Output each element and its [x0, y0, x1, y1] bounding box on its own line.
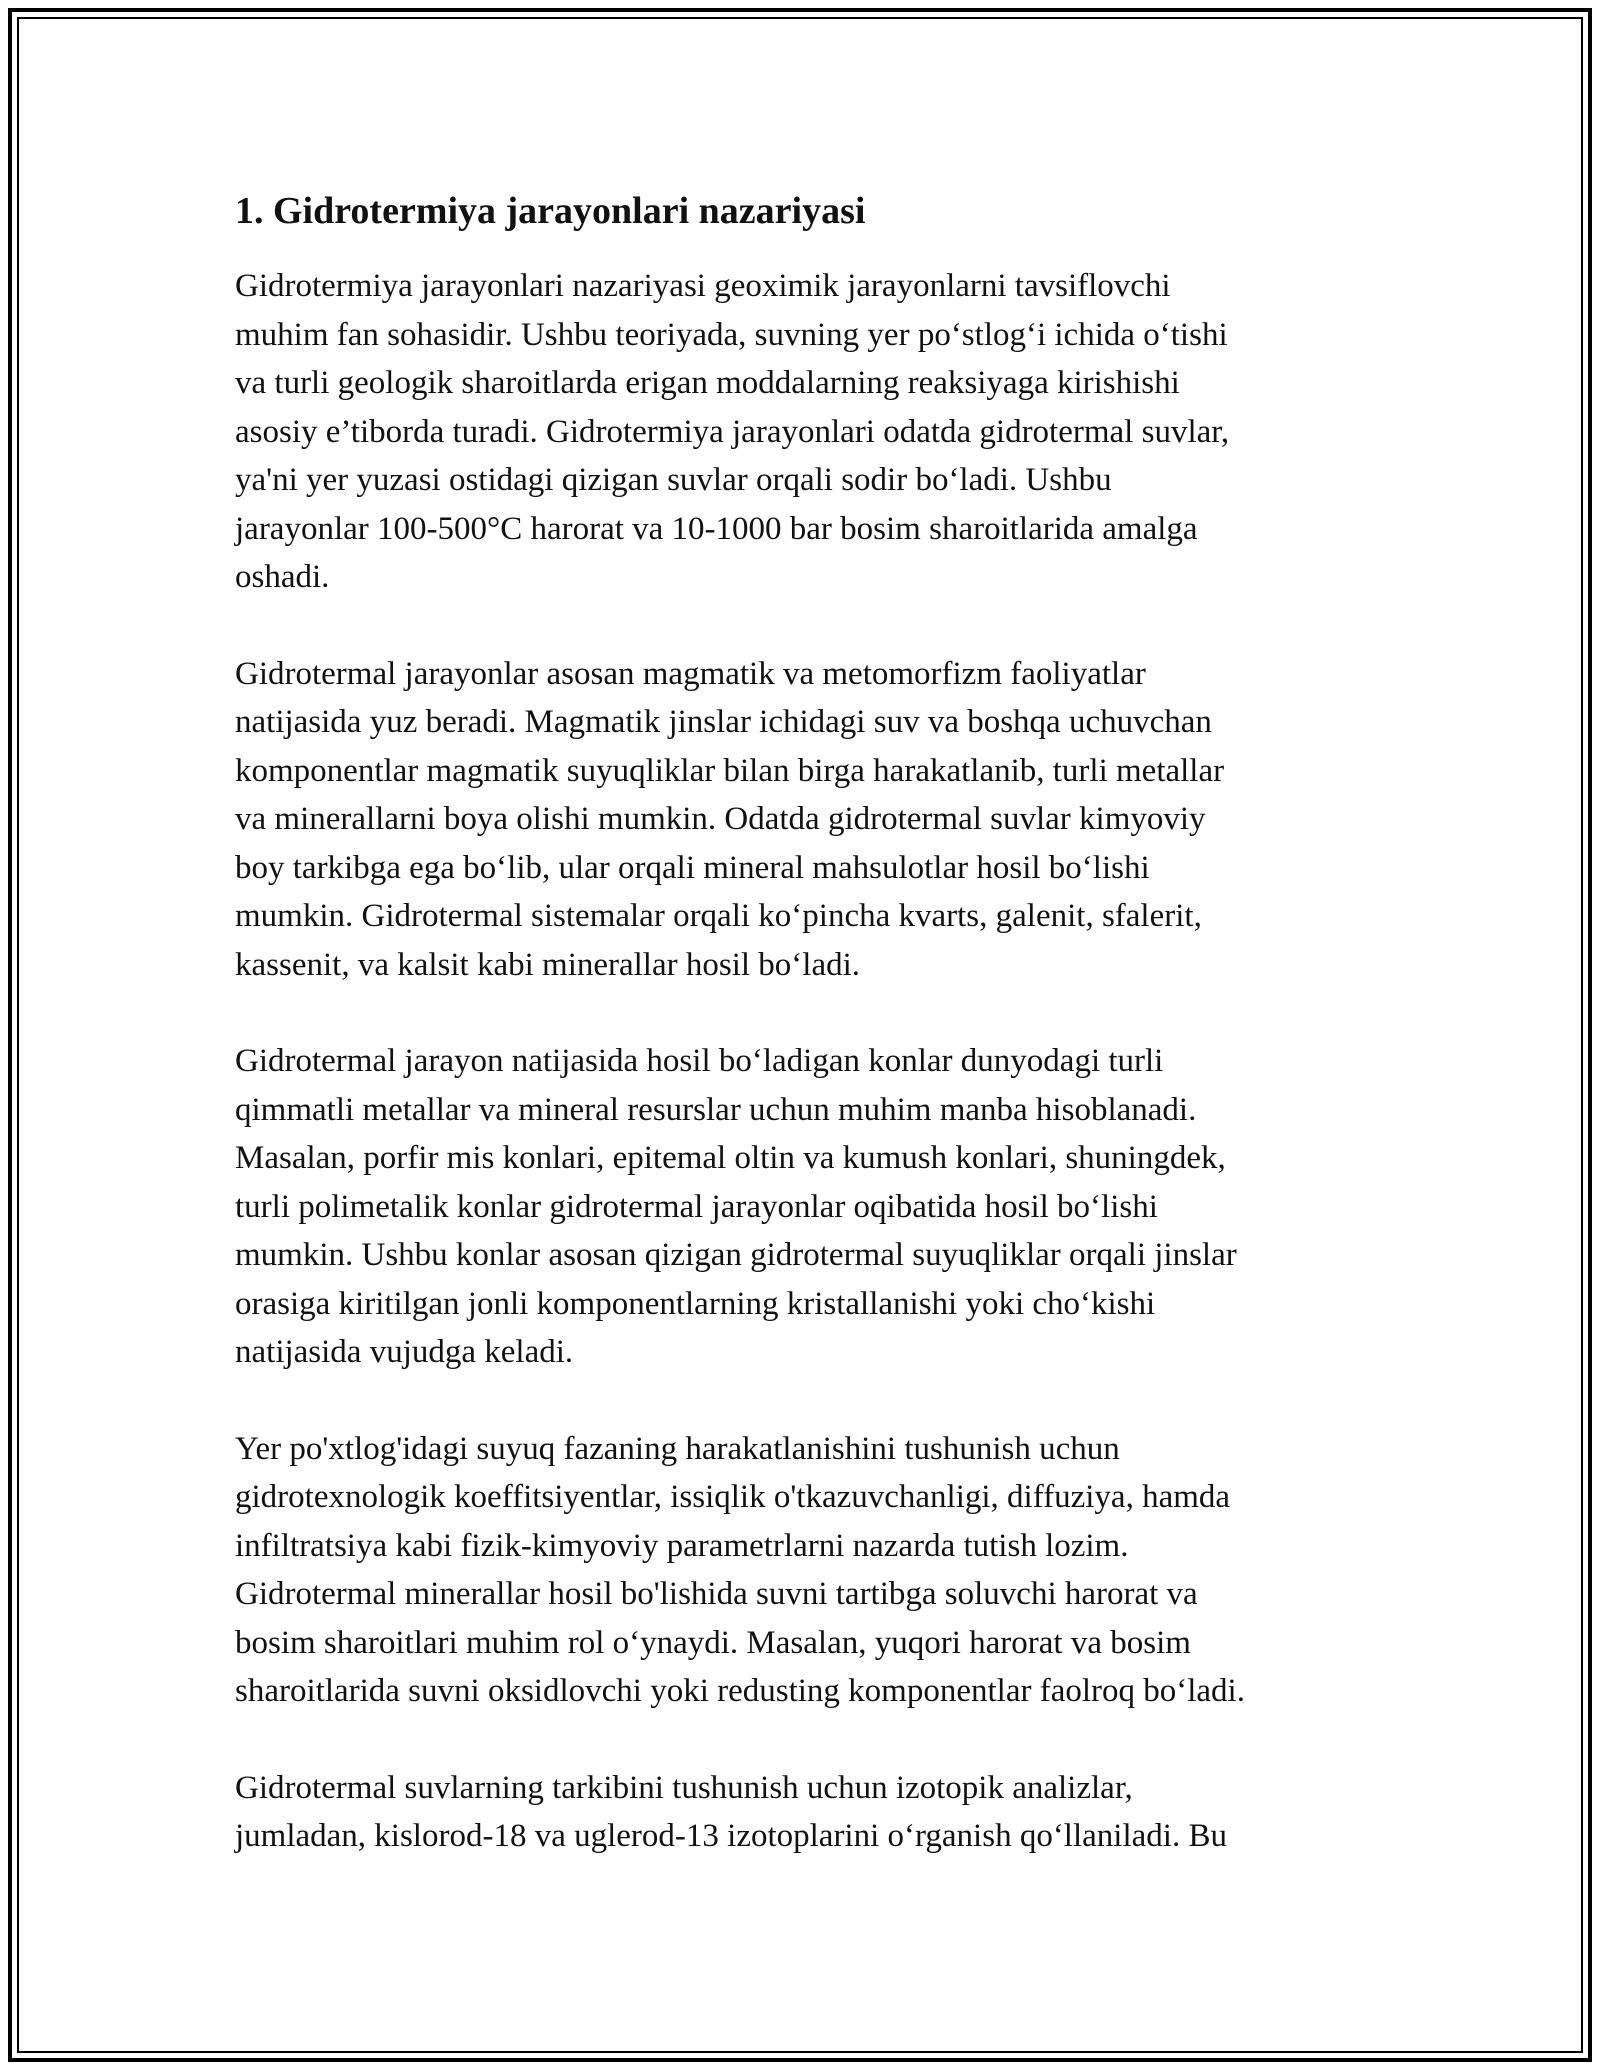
paragraph-2: Gidrotermal jarayonlar asosan magmatik va metomorfizm faoliyatlar natijasida yuz beradi. Magmatik jinslar ichidagi suv va boshqa uchuvchan komponentlar magmatik suyuqliklar bilan birga harakatlanib, turli metallar va minerallarni boya olishi mumkin. Odatda gidrotermal suvlar kimyoviy boy tarkibga ega bo‘lib, ular orqali mineral mahsulotlar hosil bo‘lishi mumkin. Gidrotermal sistemalar orqali ko‘pincha kvarts, galenit, sfalerit, kassenit, va kalsit kabi minerallar hosil bo‘ladi.: [235, 655, 1225, 983]
paragraph-4: Yer po'xtlog'idagi suyuq fazaning harakatlanishini tushunish uchun gidrotexnologik koeffitsiyentlar, issiqlik o'tkazuvchanligi, diffuziya, hamda infiltratsiya kabi fizik-kimyoviy parametrlarni nazarda tutish lozim. Gidrotermal minerallar hosil bo'lishida suvni tartibga soluvchi harorat va bosim sharoitlari muhim rol o‘ynaydi. Masalan, yuqori harorat va bosim sharoitlarida suvni oksidlovchi yoki redusting komponentlar faolroq bo‘ladi.: [235, 1430, 1245, 1709]
document-body: [235, 186, 1385, 1909]
paragraph-5: Gidrotermal suvlarning tarkibini tushunish uchun izotopik analizlar, jumladan, kislorod-18 va uglerod-13 izotoplarini o‘rganish qo‘llaniladi. Bu: [235, 1769, 1227, 1854]
paragraph-3: Gidrotermal jarayon natijasida hosil bo‘ladigan konlar dunyodagi turli qimmatli metallar va mineral resurslar uchun muhim manba hisoblanadi. Masalan, porfir mis konlari, epitemal oltin va kumush konlari, shuningdek, turli polimetalik konlar gidrotermal jarayonlar oqibatida hosil bo‘lishi mumkin. Ushbu konlar asosan qizigan gidrotermal suyuqliklar orqali jinslar orasiga kiritilgan jonli komponentlarning kristallanishi yoki cho‘kishi natijasida vujudga keladi.: [235, 1043, 1237, 1370]
section-heading: 1. Gidrotermiya jarayonlari nazariyasi: [235, 190, 866, 232]
paragraph-1: Gidrotermiya jarayonlari nazariyasi geoximik jarayonlarni tavsiflovchi muhim fan sohasidir. Ushbu teoriyada, suvning yer po‘stlog‘i ichida o‘tishi va turli geologik sharoitlarda erigan moddalarning reaksiyaga kirishishi asosiy e’tiborda turadi. Gidrotermiya jarayonlari odatda gidrotermal suvlar, ya'ni yer yuzasi ostidagi qizigan suvlar orqali sodir bo‘ladi. Ushbu jarayonlar 100-500°C harorat va 10-1000 bar bosim sharoitlarida amalga oshadi.: [235, 268, 1230, 595]
